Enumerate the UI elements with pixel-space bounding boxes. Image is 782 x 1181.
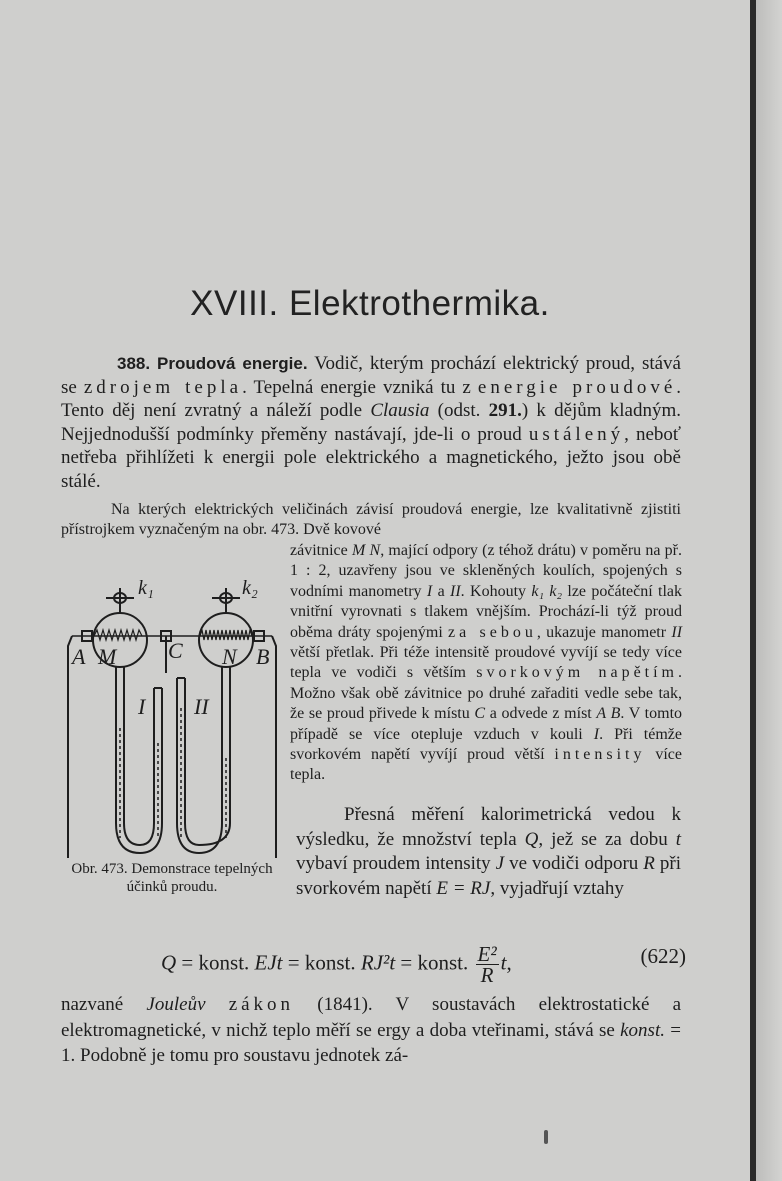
emphasis-ustaleny: ustálený xyxy=(528,423,625,445)
emphasis-energie-proudove: energie proudové xyxy=(477,376,677,398)
small-text-intro: Na kterých elektrických veličinách závisí proudová energie, lze kvalitativně zjistiti přístrojkem vyznačeným na obr. 473. Dvě kovové xyxy=(61,501,681,539)
joule-law-paragraph: nazvané Jouleův zákon (1841). V soustavách elektrostatické a elektromagnetické, v nichž teplo měří se ergy a doba vteřinami, stává se konst. = 1. Podobně je tomu pro soustavu jednotek zá- xyxy=(61,994,681,1066)
label-B: B xyxy=(256,644,270,669)
figure-caption: Obr. 473. Demonstrace tepelných účinků proudu. xyxy=(71,861,273,895)
chapter-title: XVIII. Elektrothermika. xyxy=(190,284,550,323)
label-k1: k₁ xyxy=(138,577,154,599)
section-388-paragraph: 388. Proudová energie. Vodič, kterým prochází elektrický proud, stává se zdrojem tepla. Tepelná energie vzniká tu z energie proudové. Tento děj není zvratný a náleží podle Clausia (odst. 291.) k dějům kladným. Nejjednodušší podmínky přeměny nastávají, jde-li o proud ustálený, neboť netřeba přihlížeti k energii pole elektrického a magnetického, ježto jsou obě stálé. xyxy=(61,353,682,492)
equation-622 xyxy=(61,924,686,987)
section-heading: Proudová energie. xyxy=(157,354,308,373)
label-N: N xyxy=(222,644,237,669)
label-C: C xyxy=(168,638,183,663)
section-reference: 291. xyxy=(488,400,522,422)
section-number: 388. xyxy=(117,354,151,373)
label-k2: k₂ xyxy=(242,577,258,599)
equation-number: (622) xyxy=(640,944,686,968)
label-I: I xyxy=(138,694,146,719)
measurement-paragraph: Přesná měření kalorimetrická vedou k výsledku, že množství tepla Q, jež se za dobu t vybaví proudem intensity J ve vodiči odporu R při svorkovém napětí E = RJ, vyjadřují vztahy xyxy=(296,804,681,899)
figure-473-apparatus xyxy=(58,568,283,858)
equation-body: Q = konst. EJt = konst. RJ²t = konst. $\frac{\text{E²}}{R}$ t, xyxy=(161,942,512,987)
label-A: A xyxy=(72,644,86,669)
page-edge xyxy=(750,0,782,1181)
label-M: M xyxy=(98,644,117,669)
equation-fraction: $\frac{\text{E²}}{R}$ xyxy=(477,942,497,987)
label-II: II xyxy=(194,694,209,719)
ink-mark xyxy=(544,1130,548,1144)
name-clausius: Clausia xyxy=(370,400,430,422)
emphasis-zdrojem-tepla: zdrojem tepla xyxy=(83,376,243,398)
small-text-body: závitnice M N, mající odpory (z téhož drátu) v poměru na př. 1 : 2, uzavřeny jsou ve skleněných koulích, spojených s vodními manometry I a II. Kohouty k₁ k₂ lze počáteční tlak vnitřní vyrovnati s tlakem vnějším. Prochází-li týž proud oběma dráty spojenými za sebou, ukazuje manometr II větší přetlak. Při téže intensitě proudové vyvíjí se tedy více tepla ve vodiči s větším svorkovým napětím. Možno však obě závitnice po druhé zařaditi vedle sebe tak, že se proud přivede k místu C a odvede z míst A B. V tomto případě se více otepluje vzduch v kouli I. Při témže svorkovém napětí vyvíjí proud větší intensity více tepla. xyxy=(290,542,683,784)
